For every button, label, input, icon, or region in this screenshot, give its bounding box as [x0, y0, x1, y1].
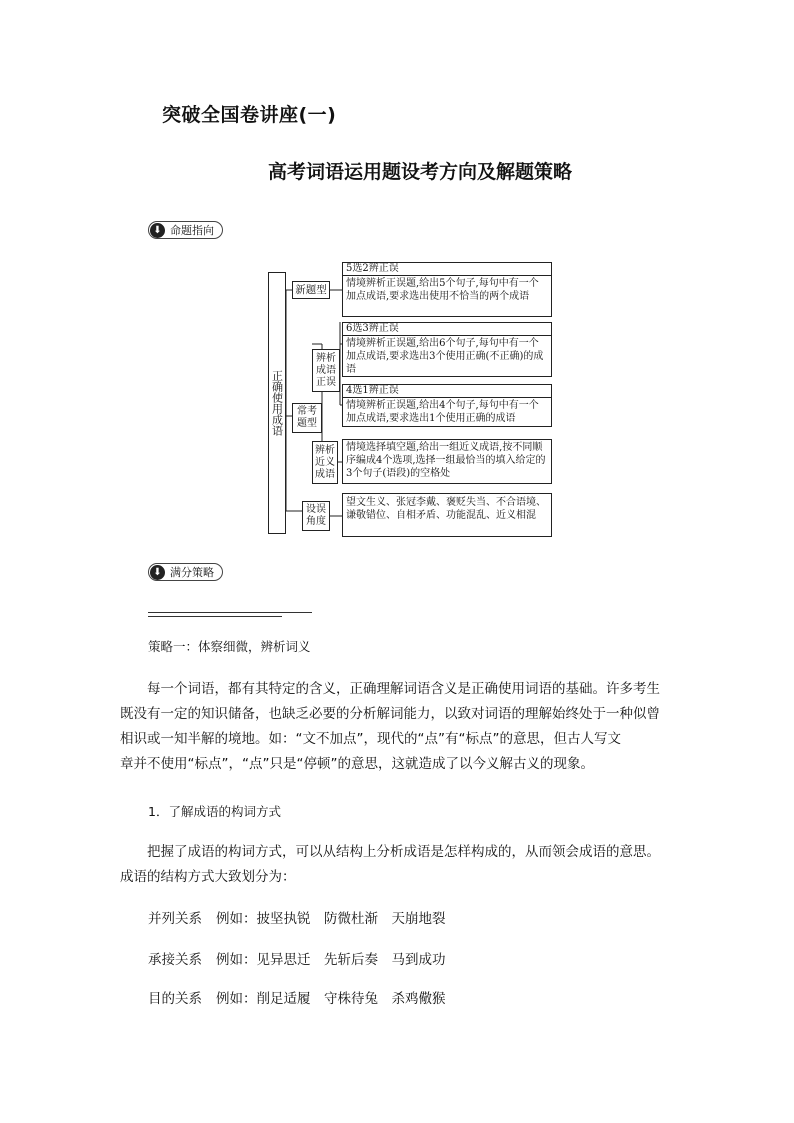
relation-type: 并列关系 — [148, 911, 202, 927]
paragraph-line: 既没有一定的知识储备，也缺乏必要的分析解词能力，以致对词语的理解始终处于一种似曾 — [120, 706, 660, 722]
relation-row — [148, 907, 446, 931]
relation-prefix: 例如： — [216, 952, 257, 968]
sub2-box-body: 情境选择填空题,给出一组近义成语,按不同顺序编成4个选项,选择一组最恰当的填入给定的3个句子(语段)的空格处 — [346, 442, 546, 479]
page-title: 高考词语运用题设考方向及解题策略 — [267, 161, 572, 183]
paragraph-line: 相识或一知半解的境地。如：“文不加点”，现代的“点”有“标点”的意思，但古人写文 — [120, 731, 621, 747]
new-type-box — [342, 262, 552, 317]
strategy1-heading: 策略一：体察细微，辨析词义 — [148, 639, 311, 654]
relation-row — [148, 987, 446, 1011]
point1-heading: 1．了解成语的构词方式 — [148, 804, 281, 819]
relation-type: 目的关系 — [148, 991, 202, 1007]
sub1-box-2-body: 情境辨析正误题,给出4个句子,每句中有一个加点成语,要求选出1个使用正确的成语 — [346, 400, 539, 424]
sub1-box-1-title: 6选3辨正误 — [343, 323, 551, 336]
relation-row — [148, 948, 446, 972]
guide-badge-label: 命题指向 — [170, 224, 214, 237]
divider — [148, 616, 282, 617]
paragraph-line: 把握了成语的构词方式，可以从结构上分析成语是怎样构成的，从而领会成语的意思。 — [147, 844, 660, 860]
relation-examples: 见异思迁 先斩后奏 马到成功 — [256, 952, 446, 968]
new-type-label: 新题型 — [292, 281, 330, 299]
strategy-badge — [148, 563, 223, 581]
common-type-label: 常考题型 — [292, 403, 322, 433]
structure-paragraph — [120, 840, 680, 890]
trap-label: 设误角度 — [302, 501, 330, 531]
trap-box-body: 望文生义、张冠李戴、褒贬失当、不合语境、谦敬错位、自相矛盾、功能混乱、近义相混 — [346, 497, 546, 521]
strategy-badge-label: 满分策略 — [170, 566, 214, 579]
sub1-box-1-body: 情境辨析正误题,给出6个句子,每句中有一个加点成语,要求选出3个使用正确(不正确)的成语 — [346, 338, 544, 375]
divider — [148, 612, 312, 613]
relation-examples: 削足适履 守株待兔 杀鸡儆猴 — [256, 991, 446, 1007]
paragraph-line: 成语的结构方式大致划分为： — [120, 869, 296, 885]
trap-box — [342, 493, 552, 537]
diagram-root: 正确使用成语 — [268, 272, 286, 534]
new-type-box-title: 5选2辨正误 — [343, 263, 551, 276]
down-arrow-icon: ⬇ — [150, 565, 165, 580]
relation-type: 承接关系 — [148, 952, 202, 968]
sub2-box — [342, 439, 552, 484]
sub1-box-1 — [342, 322, 552, 377]
sub1-label: 辨析成语正误 — [312, 349, 340, 392]
paragraph-line: 章并不使用“标点”，“点”只是“停顿”的意思，这就造成了以今义解古义的现象。 — [120, 756, 594, 772]
paragraph-line: 每一个词语，都有其特定的含义，正确理解词语含义是正确使用词语的基础。许多考生 — [147, 681, 660, 697]
sub1-box-2 — [342, 384, 552, 427]
strategy1-paragraph — [120, 677, 680, 777]
new-type-box-body: 情境辨析正误题,给出5个句子,每句中有一个加点成语,要求选出使用不恰当的两个成语 — [346, 278, 539, 302]
down-arrow-icon: ⬇ — [150, 223, 165, 238]
relation-prefix: 例如： — [216, 911, 257, 927]
relation-prefix: 例如： — [216, 991, 257, 1007]
sub1-box-2-title: 4选1辨正误 — [343, 385, 551, 398]
relation-examples: 披坚执锐 防微杜渐 天崩地裂 — [256, 911, 446, 927]
sub2-label: 辨析近义成语 — [312, 441, 338, 484]
lecture-title: 突破全国卷讲座(一) — [162, 104, 337, 126]
